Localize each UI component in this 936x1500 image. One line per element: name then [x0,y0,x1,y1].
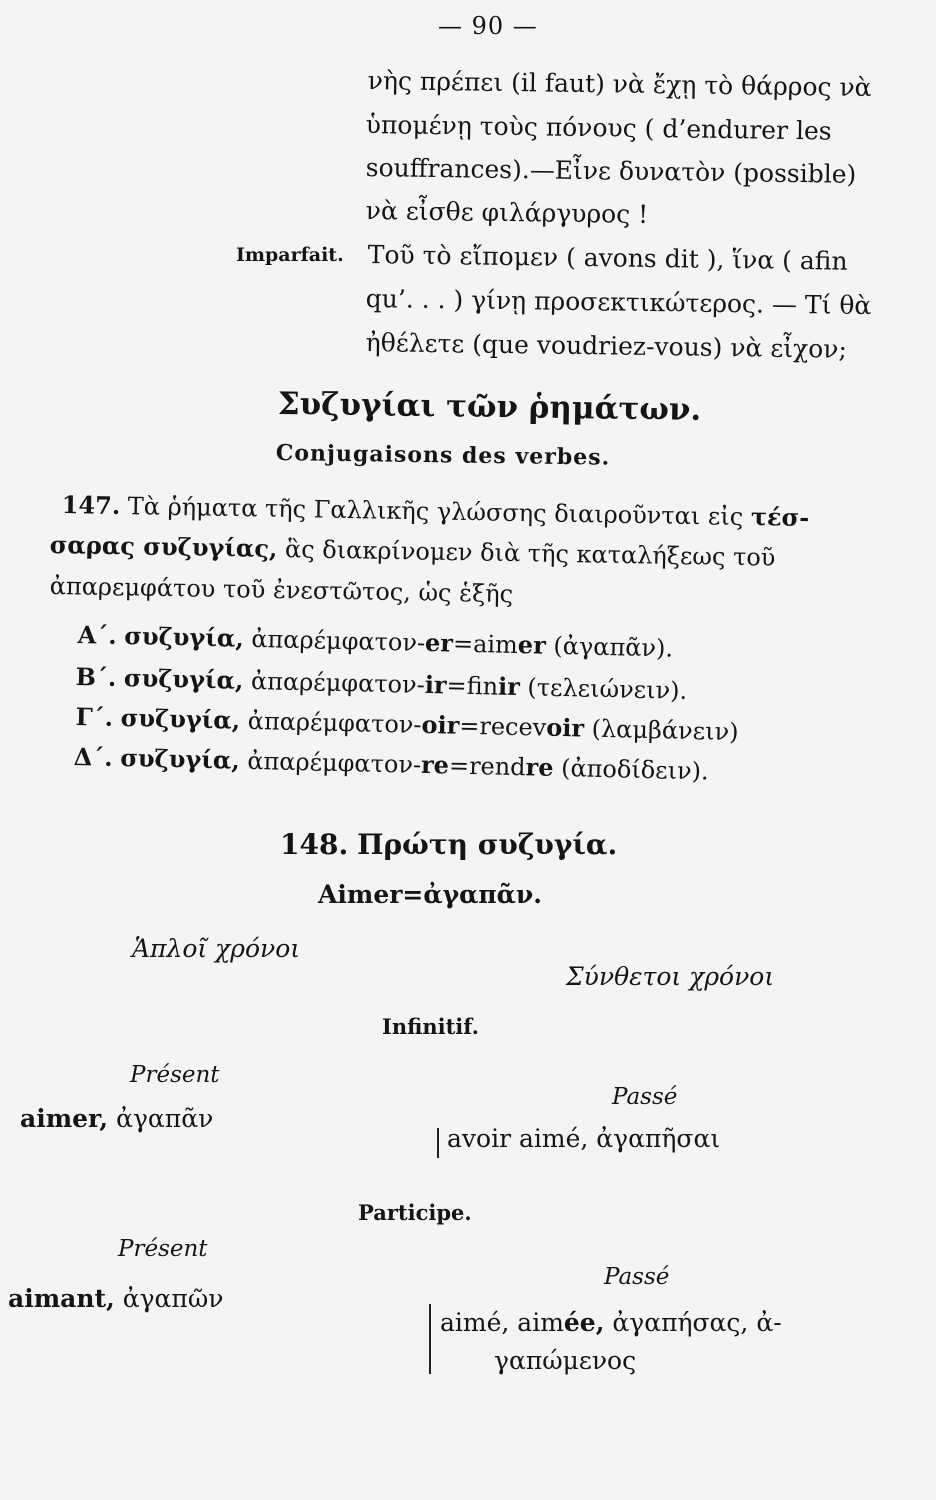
conjugation-example-stem: =recev [458,711,547,742]
conjugation-greek: (λαμβάνειν) [583,714,739,747]
conjugation-greek: (ἀγαπᾶν). [545,631,674,663]
conjugation-example-ending: er [517,629,547,660]
intro-line-2: ὑπομένῃ τοὺς πόνους ( d’endurer les [365,110,832,146]
section-heading-greek: Συζυγίαι τῶν ῥημάτων. [277,386,702,428]
conjugation-row-1 [77,620,673,663]
infinitif-passe-form: avoir aimé, ἀγαπῆσαι [447,1124,721,1153]
compound-tenses-heading: Σύνθετοι χρόνοι [566,962,775,991]
intro-line-3: souffrances).—Εἶνε δυνατὸν (possible) [365,153,857,189]
infinitif-present-form [20,1104,213,1133]
conjugation-word: συζυγία, [119,743,241,775]
participe-passe-bracket [429,1304,431,1374]
para-147-line-1-text: Τὰ ῥήματα τῆς Γαλλικῆς γλώσσης διαιροῦνται εἰς [119,492,752,532]
intro-line-4: νὰ εἶσθε φιλάργυρος ! [365,196,649,229]
simple-tenses-heading: Ἁπλοῖ χρόνοι [132,934,301,963]
infinitif-present-label: Présent [130,1062,220,1088]
imparfait-label: Imparfait. [236,244,344,266]
conjugation-infinitive: ἀπαρέμφατον- [247,746,422,779]
infinitif-passe-label: Passé [612,1084,678,1110]
conjugation-marker: Β΄. [75,662,117,692]
conjugation-greek: (τελειώνειν). [519,673,688,705]
section-heading-french: Conjugaisons des verbes. [275,440,611,471]
infinitif-passe-bracket [437,1128,439,1158]
conjugation-infinitive: ἀπαρέμφατον- [251,624,426,657]
participe-passe-line-1 [440,1308,782,1337]
participe-passe-greek: ἀγαπήσας, ἀ- [604,1308,782,1337]
conjugation-row-4 [73,742,709,785]
conjugation-infinitive: ἀπαρέμφατον- [247,706,422,739]
para-147-line-2-bold: σαρας συζυγίας, [49,530,278,563]
conjugation-example-stem: =rend [448,751,526,782]
para-148-title [280,828,617,861]
conjugation-marker: Δ΄. [73,742,113,772]
infinitif-label: Infinitif. [382,1014,479,1039]
conjugation-greek: (ἀποδίδειν). [553,753,709,786]
conjugation-example-ending: re [525,752,554,782]
conjugation-ending: oir [421,709,460,740]
participe-passe-line-2: γαπώμενος [494,1346,637,1375]
para-147-line-3: ἀπαρεμφάτου τοῦ ἐνεστῶτος, ὡς ἑξῆς [49,572,514,609]
para-147-line-1-bold: τέσ- [750,502,810,533]
conjugation-marker: Α΄. [77,620,117,650]
conjugation-word: συζυγία, [123,663,244,695]
participe-present-french: aimant, [8,1284,115,1313]
para-148-number: 148. [280,828,349,861]
infinitif-present-greek: ἀγαπᾶν [108,1104,214,1133]
infinitif-present-french: aimer, [20,1104,109,1133]
conjugation-example-stem: =fin [446,671,499,701]
conjugation-ending: re [420,749,450,780]
para-147-number: 147. [61,490,121,521]
conjugation-marker: Γ΄. [75,702,114,732]
participe-label: Participe. [358,1200,472,1225]
para-147-line-1 [61,490,809,532]
conjugation-ending: er [424,627,454,658]
conjugation-ending: ir [424,669,447,700]
conjugation-example-ending: ir [497,671,521,702]
conjugation-row-2 [75,662,687,705]
conjugation-word: συζυγία, [120,703,241,735]
para-147-line-2 [49,530,775,572]
participe-passe-label: Passé [604,1264,670,1290]
imparfait-line-3: ἠθέλετε (que voudriez-vous) νὰ εἶχον; [365,328,848,364]
participe-passe-french-2: ée, [563,1308,605,1337]
para-147-line-2-text: ἃς διακρίνομεν διὰ τῆς καταλήξεως τοῦ [277,534,776,572]
conjugation-row-3 [75,702,738,746]
conjugation-example-ending: oir [545,712,585,743]
conjugation-example-stem: =aim [452,629,519,659]
imparfait-line-2: qu’. . . ) γίνῃ προσεκτικώτερος. — Τί θὰ [365,284,872,321]
participe-present-greek: ἀγαπῶν [114,1284,224,1313]
conjugation-infinitive: ἀπαρέμφατον- [250,666,426,699]
participe-passe-french-1: aimé, aim [440,1308,564,1337]
participe-present-label: Présent [118,1236,208,1262]
conjugation-word: συζυγία, [123,621,245,653]
para-148-title-text: Πρώτη συζυγία. [357,828,618,861]
intro-line-1: νὴς πρέπει (il faut) νὰ ἔχῃ τὸ θάρρος νὰ [367,66,872,103]
participe-present-form [8,1284,223,1313]
para-148-subtitle: Aimer=ἀγαπᾶν. [318,880,542,909]
imparfait-line-1: Τοῦ τὸ εἴπομεν ( avons dit ), ἵνα ( afin [367,240,848,276]
page-number: — 90 — [438,12,538,40]
